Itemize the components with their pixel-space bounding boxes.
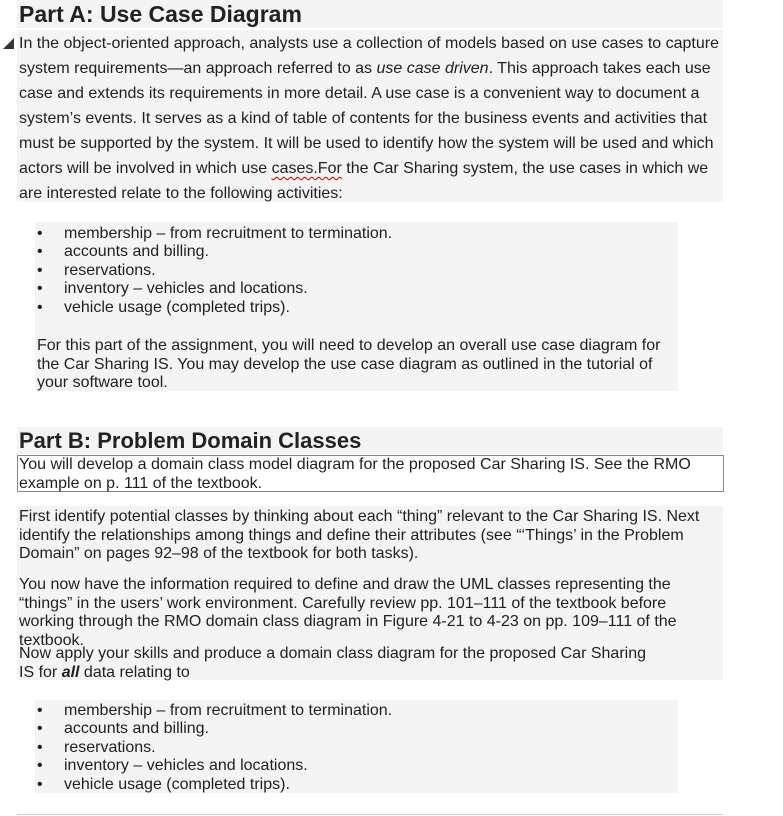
spelling-error-mark: cases.For: [271, 160, 342, 177]
list-item: • vehicle usage (completed trips).: [37, 299, 392, 317]
list-item: • reservations.: [37, 739, 392, 757]
part-a-activity-list: [37, 225, 392, 317]
bottom-divider: [17, 814, 723, 815]
list-item: • vehicle usage (completed trips).: [37, 776, 392, 794]
list-item: • accounts and billing.: [37, 243, 392, 261]
part-b-boxed-text: You will develop a domain class model diagram for the proposed Car Sharing IS. See the RMO example on p. 111 of the textbook.: [19, 456, 691, 492]
list-item: • membership – from recruitment to termination.: [37, 702, 392, 720]
collapse-triangle-icon[interactable]: [3, 38, 14, 49]
part-b-data-list: [37, 702, 392, 794]
part-b-paragraph-uml: You now have the information required to define and draw the UML classes representing the “things” in the users’ work environment. Carefully review pp. 101–111 of the textbook before working through the RMO domain class diagram in Figure 4-21 to 4-23 on pp. 109–111 of the textbook.: [19, 576, 677, 649]
list-item: • inventory – vehicles and locations.: [37, 757, 392, 775]
part-b-boxed-note: [17, 455, 724, 492]
list-item: • inventory – vehicles and locations.: [37, 280, 392, 298]
list-item: • accounts and billing.: [37, 720, 392, 738]
part-b-paragraph-apply: Now apply your skills and produce a domain class diagram for the proposed Car Sharing IS for all data relating to: [19, 645, 646, 681]
part-a-assignment-paragraph: For this part of the assignment, you will need to develop an overall use case diagram for the Car Sharing IS. You may develop the use case diagram as outlined in the tutorial of your software tool.: [37, 337, 661, 391]
list-item: • membership – from recruitment to termination.: [37, 225, 392, 243]
list-item: • reservations.: [37, 262, 392, 280]
part-b-heading: Part B: Problem Domain Classes: [19, 428, 362, 453]
part-a-intro-paragraph: In the object-oriented approach, analysts use a collection of models based on use cases to capture system requirements—an approach referred to as use case driven. This approach takes each use case and extends its requirements in more detail. A use case is a convenient way to document a system’s events. It serves as a kind of table of contents for the business events and activities that must be supported by the system. It will be used to identify how the system will be used and which actors will be involved in which use cases.For the Car Sharing system, the use cases in which we are interested relate to the following activities:: [19, 35, 719, 202]
part-a-heading: Part A: Use Case Diagram: [19, 1, 302, 27]
part-b-paragraph-identify: First identify potential classes by thinking about each “thing” relevant to the Car Sharing IS. Next identify the relationships among things and define their attributes (see “‘Things’ in the Problem Domain” on pages 92–98 of the textbook for both tasks).: [19, 508, 700, 562]
